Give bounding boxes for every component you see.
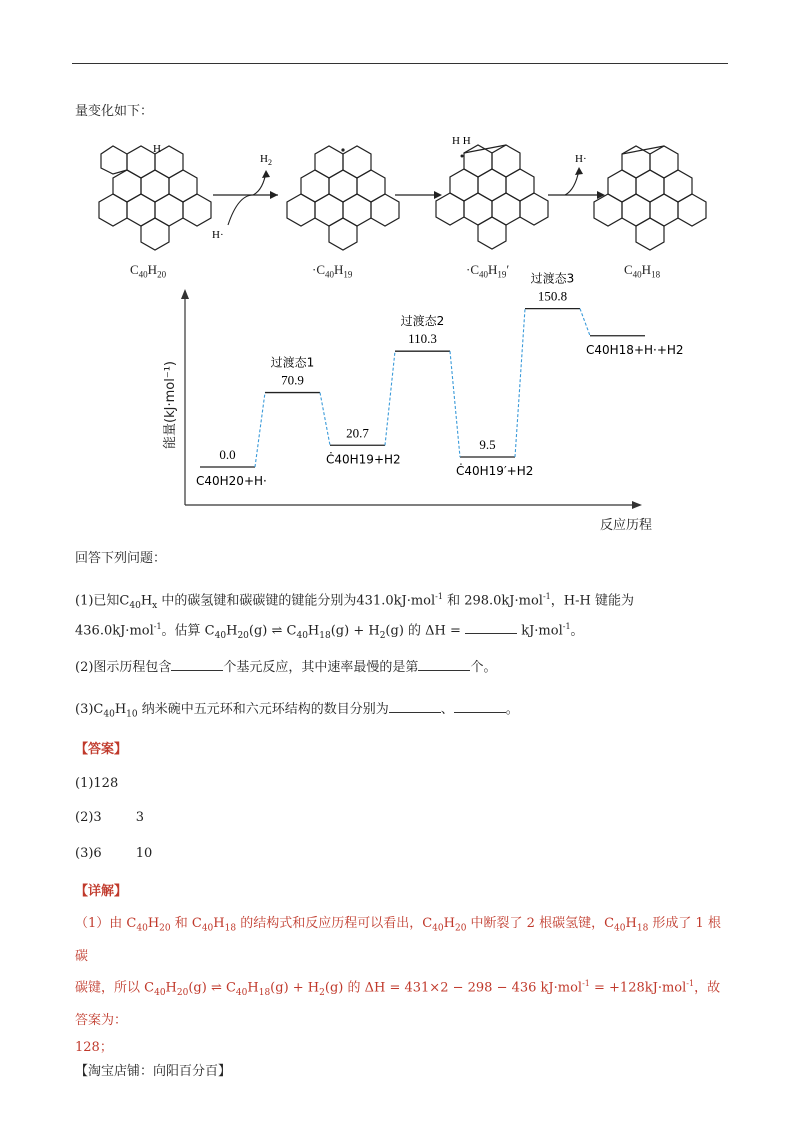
energy-value-2: 20.7	[346, 425, 369, 441]
energy-value-4: 9.5	[479, 437, 496, 453]
connector-3	[385, 351, 395, 445]
connector-2	[320, 393, 330, 446]
state-label-6: C40H18+H·+H2	[586, 342, 684, 357]
detail-explanation: （1）由 $C_{40}H_{20}$ 和 $C_{40}H_{18}$ 的结构式和反应历程可以看出，$C_{40}H_{20}$ 中断裂了 2 根碳氢键，$C_{40}H_{18}$ 形成了 1 根碳 碳键，所以 $C_{40}H_{20}(g)$ ⇌ $C_{40}H_{18}(g) + H_2(g)$ 的 ΔH = 431×2 − 298 − 436 kJ·mol$^{-1}$ = +128kJ·mol$^{-1}$，故答案为： 128；	[75, 916, 721, 1055]
arrow-step1	[208, 150, 283, 240]
state-label-3: 过渡态2	[400, 314, 445, 329]
answer-blank-1[interactable]	[465, 621, 517, 634]
state-label-5: 过渡态3	[530, 271, 575, 286]
answer-2: (2)3 3	[75, 810, 144, 825]
intro-text: 量变化如下：	[75, 104, 154, 119]
question-1-line2: 436.0kJ·mol$^{-1}$。估算 $C_{40}H_{20}(g)$ ⇌ $C_{40}H_{18}(g) + H_2(g)$ 的 ΔH = kJ·mol$^{-1}$。	[75, 622, 584, 641]
x-axis-label: 反应历程	[600, 518, 653, 533]
answer-blank-2b[interactable]	[418, 658, 470, 671]
state-label-1: 过渡态1	[270, 355, 315, 370]
y-axis-arrow	[181, 289, 189, 299]
energy-value-3: 110.3	[408, 331, 437, 347]
h2-out-label: $H_2$	[260, 153, 272, 167]
question-1-line1: (1)已知$C_{40}H_x$ 中的碳氢键和碳碳键的键能分别为431.0kJ·mol$^{-1}$ 和 298.0kJ·mol$^{-1}$，H-H 键能为	[75, 592, 634, 611]
energy-value-5: 150.8	[537, 288, 568, 304]
state-label-2: Ċ40H19+H2	[326, 452, 401, 467]
answer-blank-3b[interactable]	[454, 700, 506, 713]
y-axis-label: 能量(kJ·mol⁻¹)	[163, 361, 178, 449]
answer-1: (1)128	[75, 776, 119, 791]
connector-5	[515, 309, 525, 457]
h-radical-in-label: H·	[212, 229, 224, 241]
detail-tag: 【详解】	[75, 884, 128, 899]
label-c40h20: $C_{40}H_{20}$	[130, 262, 167, 280]
state-label-4: Ċ40H19′+H2	[456, 464, 534, 479]
energy-value-1: 70.9	[281, 372, 304, 388]
label-c40h19-prime: $\cdot C_{40}H_{19}'$	[466, 262, 510, 280]
questions-header: 回答下列问题：	[75, 551, 167, 566]
h-atom-label: H	[153, 143, 161, 155]
connector-1	[255, 393, 265, 467]
question-3: $(3)C_{40}H_{10}$ 纳米碗中五元环和六元环结构的数目分别为 、 。	[75, 702, 519, 720]
answer-3: (3)6 10	[75, 846, 153, 861]
label-c40h19: $\cdot C_{40}H_{19}$	[312, 262, 353, 280]
h-radical-out-label: H·	[575, 153, 587, 165]
top-rule	[72, 63, 728, 64]
footer-shop: 【淘宝店铺：向阳百分百】	[75, 1064, 232, 1079]
connector-6	[580, 309, 590, 336]
molecule-c40h19-prime-structure	[432, 132, 552, 254]
h-h-label: H H	[452, 135, 471, 147]
connector-4	[450, 351, 460, 457]
answer-blank-3a[interactable]	[389, 700, 441, 713]
label-c40h18: $C_{40}H_{18}$	[624, 262, 661, 280]
x-axis-arrow	[632, 501, 642, 509]
answer-tag: 【答案】	[75, 742, 128, 757]
energy-value-0: 0.0	[219, 447, 236, 462]
molecule-c40h19-structure	[283, 140, 403, 255]
molecule-c40h20-structure	[95, 140, 215, 255]
state-label-0: C40H20+H·	[196, 474, 267, 488]
question-2: (2)图示历程包含 个基元反应，其中速率最慢的是第 个。	[75, 660, 497, 675]
answer-blank-2a[interactable]	[171, 658, 223, 671]
molecule-c40h18-structure	[590, 140, 710, 255]
